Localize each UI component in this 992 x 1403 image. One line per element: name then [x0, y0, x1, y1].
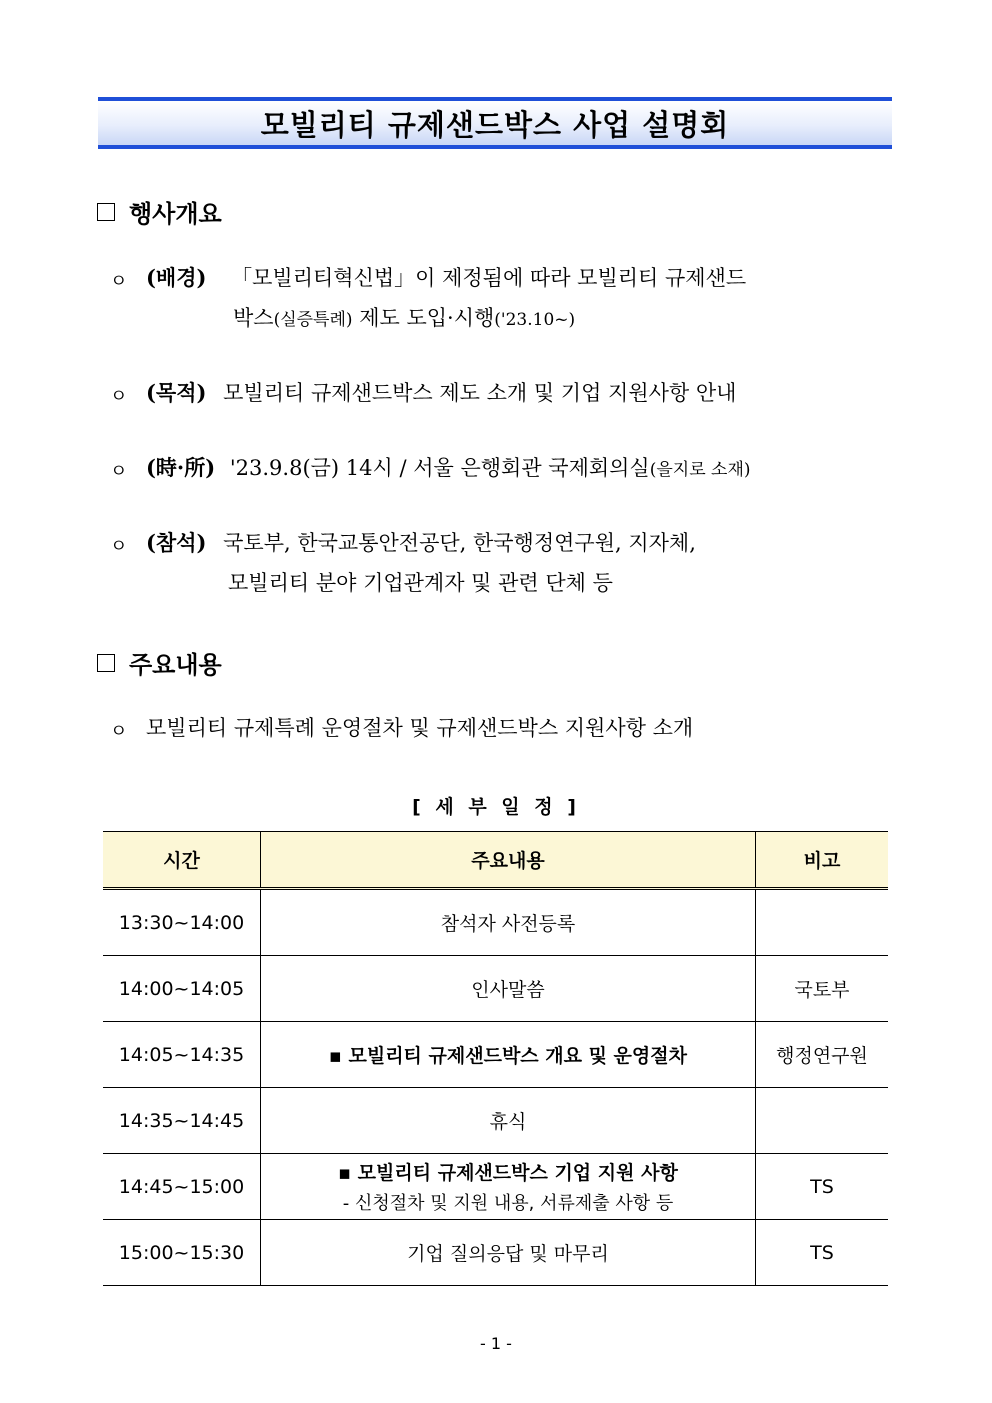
page-number: - 1 -: [480, 1334, 512, 1353]
row-content-main: ▪ 모빌리티 규제샌드박스 기업 지원 사항: [338, 1162, 678, 1184]
row-time: 15:00~15:30: [103, 1220, 261, 1286]
circle-bullet-icon: ㅇ: [110, 386, 128, 407]
attendees-line-2: 모빌리티 분야 기업관계자 및 관련 단체 등: [228, 571, 613, 595]
document-title-box: [98, 97, 892, 149]
table-header-row: [103, 832, 888, 889]
purpose-line: (목적) 모빌리티 규제샌드박스 제도 소개 및 기업 지원사항 안내: [146, 380, 737, 405]
attendees-line-1: (참석) 국토부, 한국교통안전공단, 한국행정연구원, 지자체,: [146, 530, 696, 555]
background-line-1: (배경) 「모빌리티혁신법」이 제정됨에 따라 모빌리티 규제샌드: [146, 265, 747, 290]
row-content: ▪ 모빌리티 규제샌드박스 개요 및 운영절차: [261, 1022, 756, 1088]
row-note: TS: [756, 1220, 889, 1286]
header-content: 주요내용: [261, 832, 756, 889]
row-note: [756, 1088, 889, 1154]
table-row: [103, 1220, 888, 1286]
square-bullet-icon: [97, 203, 115, 221]
row-note: 국토부: [756, 956, 889, 1022]
row-note: 행정연구원: [756, 1022, 889, 1088]
row-content: 기업 질의응답 및 마무리: [261, 1220, 756, 1286]
row-time: 14:00~14:05: [103, 956, 261, 1022]
table-row: [103, 1022, 888, 1088]
table-row: [103, 1088, 888, 1154]
schedule-caption: [ 세 부 일 정 ]: [412, 796, 580, 818]
table-row: [103, 889, 888, 956]
circle-bullet-icon: ㅇ: [110, 536, 128, 557]
document-title: 모빌리티 규제샌드박스 사업 설명회: [260, 107, 730, 142]
schedule-table: [103, 831, 888, 1286]
header-time: 시간: [103, 832, 261, 889]
row-content: 인사말씀: [261, 956, 756, 1022]
section-heading-contents: 주요내용: [97, 645, 222, 680]
row-time: 14:35~14:45: [103, 1088, 261, 1154]
table-row: [103, 956, 888, 1022]
circle-bullet-icon: ㅇ: [110, 461, 128, 482]
circle-bullet-icon: ㅇ: [110, 721, 128, 742]
row-time: 13:30~14:00: [103, 889, 261, 956]
header-note: 비고: [756, 832, 889, 889]
timeplace-line: (時·所) '23.9.8(금) 14시 / 서울 은행회관 국제회의실(을지로 소재): [146, 455, 751, 480]
background-line-2: 박스(실증특례) 제도 도입·시행('23.10~): [233, 306, 576, 330]
row-time: 14:45~15:00: [103, 1154, 261, 1220]
row-content-sub: - 신청절차 및 지원 내용, 서류제출 사항 등: [342, 1193, 674, 1214]
row-time: 14:05~14:35: [103, 1022, 261, 1088]
circle-bullet-icon: ㅇ: [110, 271, 128, 292]
row-note: TS: [756, 1154, 889, 1220]
square-bullet-icon: [97, 654, 115, 672]
row-content: 참석자 사전등록: [261, 889, 756, 956]
contents-line: 모빌리티 규제특례 운영절차 및 규제샌드박스 지원사항 소개: [146, 716, 694, 740]
table-row: [103, 1154, 888, 1220]
row-note: [756, 889, 889, 956]
section-heading-overview: 행사개요: [97, 194, 222, 229]
row-content: 휴식: [261, 1088, 756, 1154]
row-content: [261, 1154, 756, 1220]
